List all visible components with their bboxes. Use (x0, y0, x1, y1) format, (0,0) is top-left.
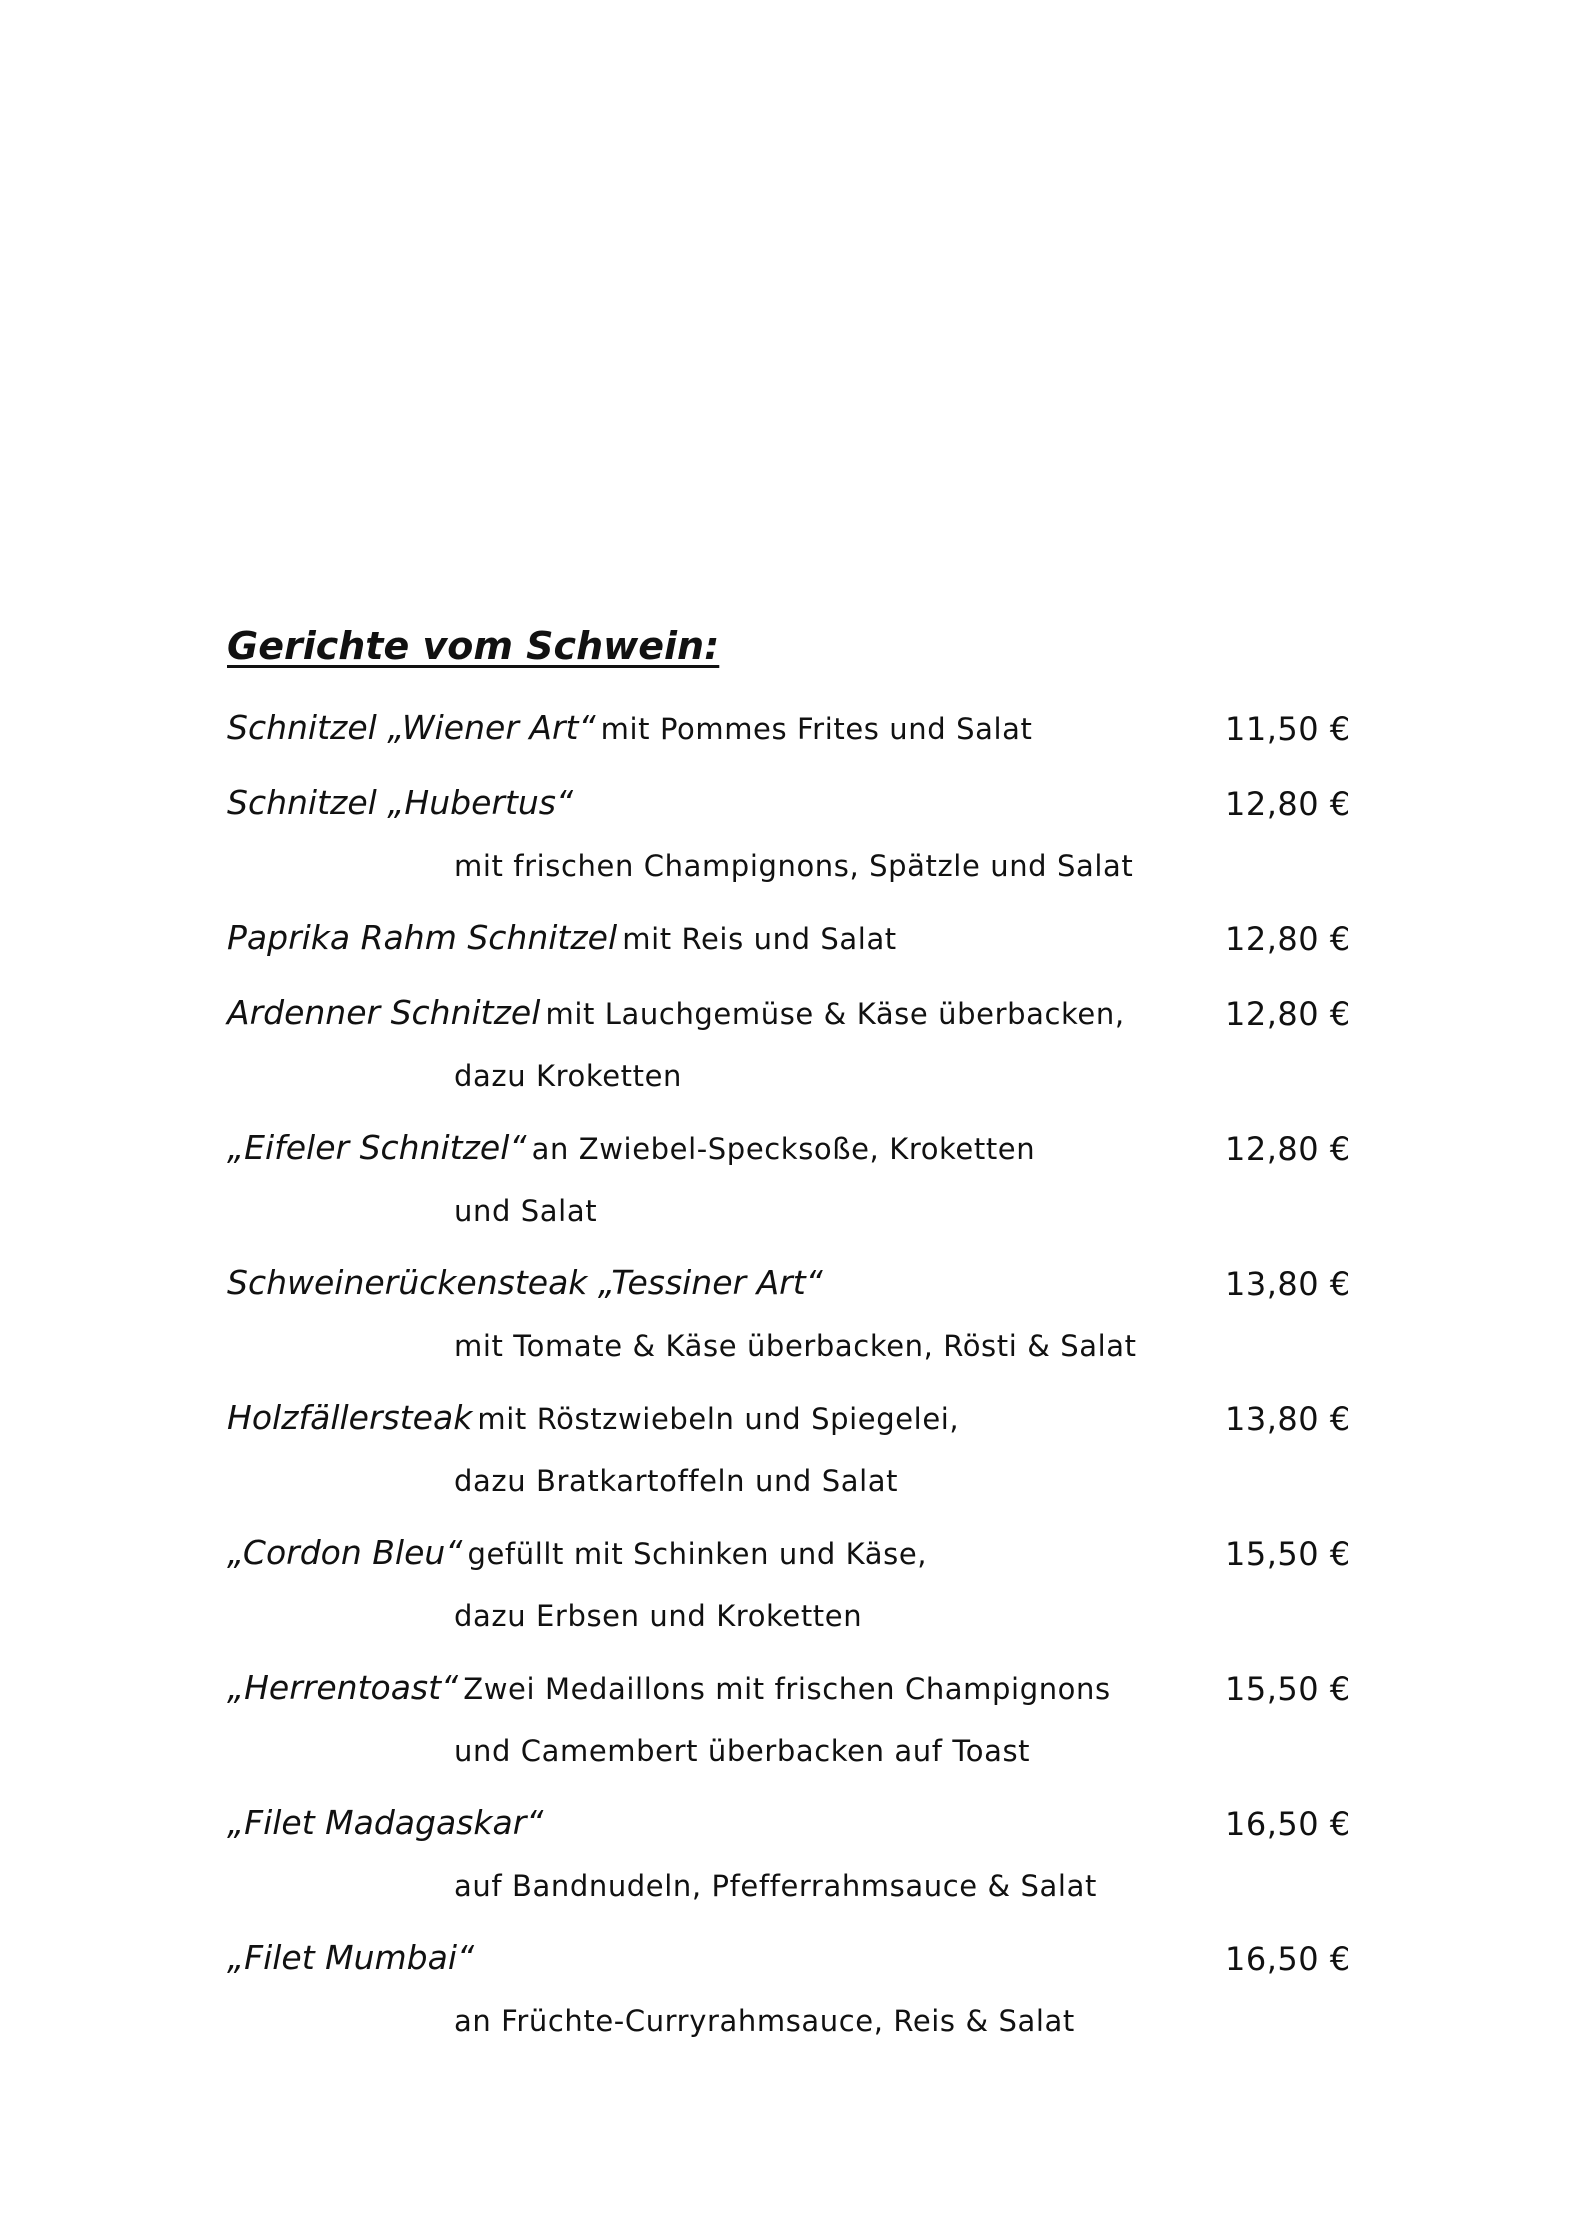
dish-description-continued: und Salat (454, 1194, 598, 1228)
dish-name: „Filet Mumbai“ (227, 1938, 475, 1977)
dish-description: mit Reis und Salat (622, 922, 897, 956)
menu-heading: Gerichte vom Schwein: (227, 624, 720, 668)
menu-item-line (227, 1128, 1036, 1167)
dish-price: 15,50 € (1225, 1670, 1351, 1708)
dish-description: an Zwiebel-Specksoße, Kroketten (531, 1132, 1036, 1166)
dish-name: „Eifeler Schnitzel“ (227, 1128, 527, 1167)
dish-description: Zwei Medaillons mit frischen Champignons (463, 1672, 1111, 1706)
dish-description-continued: auf Bandnudeln, Pfefferrahmsauce & Salat (454, 1869, 1097, 1903)
dish-price: 13,80 € (1225, 1265, 1351, 1303)
dish-name: „Filet Madagaskar“ (227, 1803, 544, 1842)
menu-item-line (227, 1803, 544, 1842)
dish-description-continued: an Früchte-Curryrahmsauce, Reis & Salat (454, 2004, 1075, 2038)
menu-item-line (227, 1668, 1111, 1707)
dish-price: 12,80 € (1225, 995, 1351, 1033)
dish-description-continued: mit Tomate & Käse überbacken, Rösti & Salat (454, 1329, 1137, 1363)
menu-item-line (227, 918, 897, 957)
dish-description-continued: und Camembert überbacken auf Toast (454, 1734, 1031, 1768)
menu-item-line (227, 1398, 960, 1437)
menu-item-line (227, 708, 1033, 747)
menu-item-line (227, 783, 574, 822)
dish-description: mit Lauchgemüse & Käse überbacken, (545, 997, 1125, 1031)
menu-item-line (227, 1263, 823, 1302)
dish-description: gefüllt mit Schinken und Käse, (467, 1537, 928, 1571)
dish-price: 11,50 € (1225, 710, 1351, 748)
dish-name: „Herrentoast“ (227, 1668, 459, 1707)
dish-name: „Cordon Bleu“ (227, 1533, 463, 1572)
dish-price: 12,80 € (1225, 920, 1351, 958)
dish-price: 16,50 € (1225, 1940, 1351, 1978)
dish-price: 15,50 € (1225, 1535, 1351, 1573)
dish-description: mit Pommes Frites und Salat (600, 712, 1033, 746)
menu-item-line (227, 993, 1125, 1032)
dish-name: Schnitzel „Wiener Art“ (227, 708, 596, 747)
dish-name: Schnitzel „Hubertus“ (227, 783, 574, 822)
dish-description: mit Röstzwiebeln und Spiegelei, (477, 1402, 960, 1436)
dish-name: Holzfällersteak (227, 1398, 473, 1437)
dish-price: 12,80 € (1225, 1130, 1351, 1168)
dish-description-continued: mit frischen Champignons, Spätzle und Salat (454, 849, 1134, 883)
dish-price: 16,50 € (1225, 1805, 1351, 1843)
dish-price: 12,80 € (1225, 785, 1351, 823)
dish-name: Schweinerückensteak „Tessiner Art“ (227, 1263, 823, 1302)
dish-description-continued: dazu Kroketten (454, 1059, 683, 1093)
dish-description-continued: dazu Erbsen und Kroketten (454, 1599, 863, 1633)
dish-price: 13,80 € (1225, 1400, 1351, 1438)
dish-description-continued: dazu Bratkartoffeln und Salat (454, 1464, 899, 1498)
dish-name: Paprika Rahm Schnitzel (227, 918, 618, 957)
menu-item-line (227, 1533, 928, 1572)
menu-item-line (227, 1938, 475, 1977)
dish-name: Ardenner Schnitzel (227, 993, 541, 1032)
